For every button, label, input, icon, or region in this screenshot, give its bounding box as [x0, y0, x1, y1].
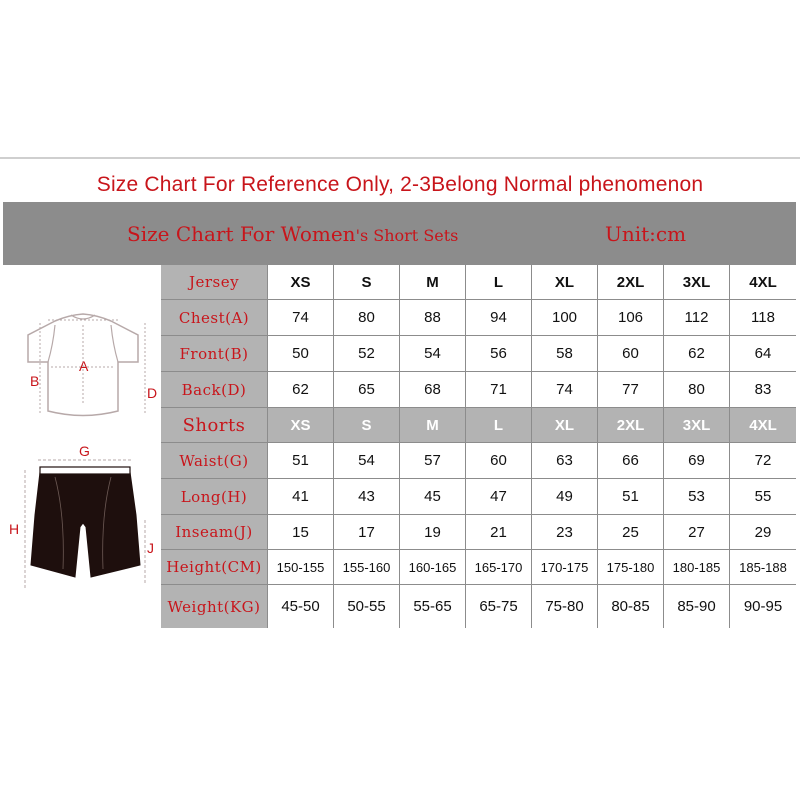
table-cell: 41: [268, 479, 333, 514]
size-header-cell: 4XL: [730, 265, 796, 299]
row-label: Waist(G): [161, 443, 267, 478]
table-cell: 60: [466, 443, 531, 478]
table-cell: 74: [532, 372, 597, 407]
table-cell: 180-185: [664, 550, 729, 584]
size-header-cell: XS: [268, 408, 333, 442]
table-cell: 88: [400, 300, 465, 335]
table-cell: 75-80: [532, 585, 597, 628]
table-cell: 72: [730, 443, 796, 478]
table-cell: 90-95: [730, 585, 796, 628]
size-header-cell: XL: [532, 265, 597, 299]
table-cell: 77: [598, 372, 663, 407]
chart-title-main: Size Chart For Women: [127, 222, 356, 246]
size-header-cell: 3XL: [664, 408, 729, 442]
table-cell: 29: [730, 515, 796, 549]
table-cell: 55-65: [400, 585, 465, 628]
table-cell: 106: [598, 300, 663, 335]
table-cell: 55: [730, 479, 796, 514]
size-header-cell: 2XL: [598, 265, 663, 299]
row-label: Height(CM): [161, 550, 267, 584]
table-cell: 25: [598, 515, 663, 549]
table-cell: 64: [730, 336, 796, 371]
table-cell: 43: [334, 479, 399, 514]
table-cell: 150-155: [268, 550, 333, 584]
top-divider: [0, 157, 800, 159]
table-cell: 69: [664, 443, 729, 478]
table-cell: 68: [400, 372, 465, 407]
table-cell: 50-55: [334, 585, 399, 628]
table-cell: 85-90: [664, 585, 729, 628]
table-cell: 165-170: [466, 550, 531, 584]
chart-title-suffix: 's Short Sets: [355, 226, 459, 245]
size-header-cell: S: [334, 265, 399, 299]
size-header-cell: M: [400, 408, 465, 442]
label-shorts-j: J: [147, 540, 154, 556]
table-cell: 80: [334, 300, 399, 335]
row-label: Back(D): [161, 372, 267, 407]
table-cell: 23: [532, 515, 597, 549]
size-header-cell: XL: [532, 408, 597, 442]
table-cell: 175-180: [598, 550, 663, 584]
garment-diagram-panel: [3, 265, 161, 628]
size-header-cell: 2XL: [598, 408, 663, 442]
chart-title: [127, 222, 458, 246]
disclaimer-banner: Size Chart For Reference Only, 2-3Belong Normal phenomenon: [96, 173, 704, 196]
table-cell: 65-75: [466, 585, 531, 628]
table-cell: 74: [268, 300, 333, 335]
row-label: Front(B): [161, 336, 267, 371]
label-jersey-d: D: [147, 385, 158, 401]
table-cell: 118: [730, 300, 796, 335]
table-cell: 63: [532, 443, 597, 478]
table-cell: 54: [400, 336, 465, 371]
size-header-cell: M: [400, 265, 465, 299]
table-cell: 60: [598, 336, 663, 371]
table-cell: 54: [334, 443, 399, 478]
table-cell: 170-175: [532, 550, 597, 584]
label-shorts-h: H: [9, 521, 20, 537]
table-cell: 47: [466, 479, 531, 514]
table-cell: 21: [466, 515, 531, 549]
table-cell: 100: [532, 300, 597, 335]
table-cell: 71: [466, 372, 531, 407]
size-header-cell: S: [334, 408, 399, 442]
table-cell: 58: [532, 336, 597, 371]
row-label: Chest(A): [161, 300, 267, 335]
table-cell: 19: [400, 515, 465, 549]
size-chart-table: [161, 265, 796, 628]
table-cell: 45-50: [268, 585, 333, 628]
table-cell: 49: [532, 479, 597, 514]
table-cell: 50: [268, 336, 333, 371]
table-cell: 65: [334, 372, 399, 407]
table-cell: 56: [466, 336, 531, 371]
table-cell: 51: [268, 443, 333, 478]
table-cell: 53: [664, 479, 729, 514]
row-label: Weight(KG): [161, 585, 267, 628]
table-cell: 94: [466, 300, 531, 335]
table-cell: 62: [268, 372, 333, 407]
size-header-cell: 4XL: [730, 408, 796, 442]
table-cell: 62: [664, 336, 729, 371]
row-label: Inseam(J): [161, 515, 267, 549]
table-cell: 80-85: [598, 585, 663, 628]
label-shorts-g: G: [79, 443, 90, 459]
table-cell: 52: [334, 336, 399, 371]
table-cell: 45: [400, 479, 465, 514]
label-jersey-a: A: [79, 358, 89, 374]
size-header-cell: L: [466, 408, 531, 442]
table-cell: 66: [598, 443, 663, 478]
table-cell: 185-188: [730, 550, 796, 584]
label-jersey-b: B: [30, 373, 40, 389]
row-label: Long(H): [161, 479, 267, 514]
table-cell: 160-165: [400, 550, 465, 584]
size-header-cell: 3XL: [664, 265, 729, 299]
size-header-cell: XS: [268, 265, 333, 299]
table-cell: 80: [664, 372, 729, 407]
table-cell: 155-160: [334, 550, 399, 584]
row-label: Shorts: [161, 408, 267, 442]
table-cell: 57: [400, 443, 465, 478]
table-cell: 15: [268, 515, 333, 549]
table-cell: 27: [664, 515, 729, 549]
table-cell: 51: [598, 479, 663, 514]
unit-label: Unit:cm: [605, 222, 687, 246]
size-header-cell: L: [466, 265, 531, 299]
table-cell: 112: [664, 300, 729, 335]
table-cell: 17: [334, 515, 399, 549]
table-cell: 83: [730, 372, 796, 407]
row-label: Jersey: [161, 265, 267, 299]
